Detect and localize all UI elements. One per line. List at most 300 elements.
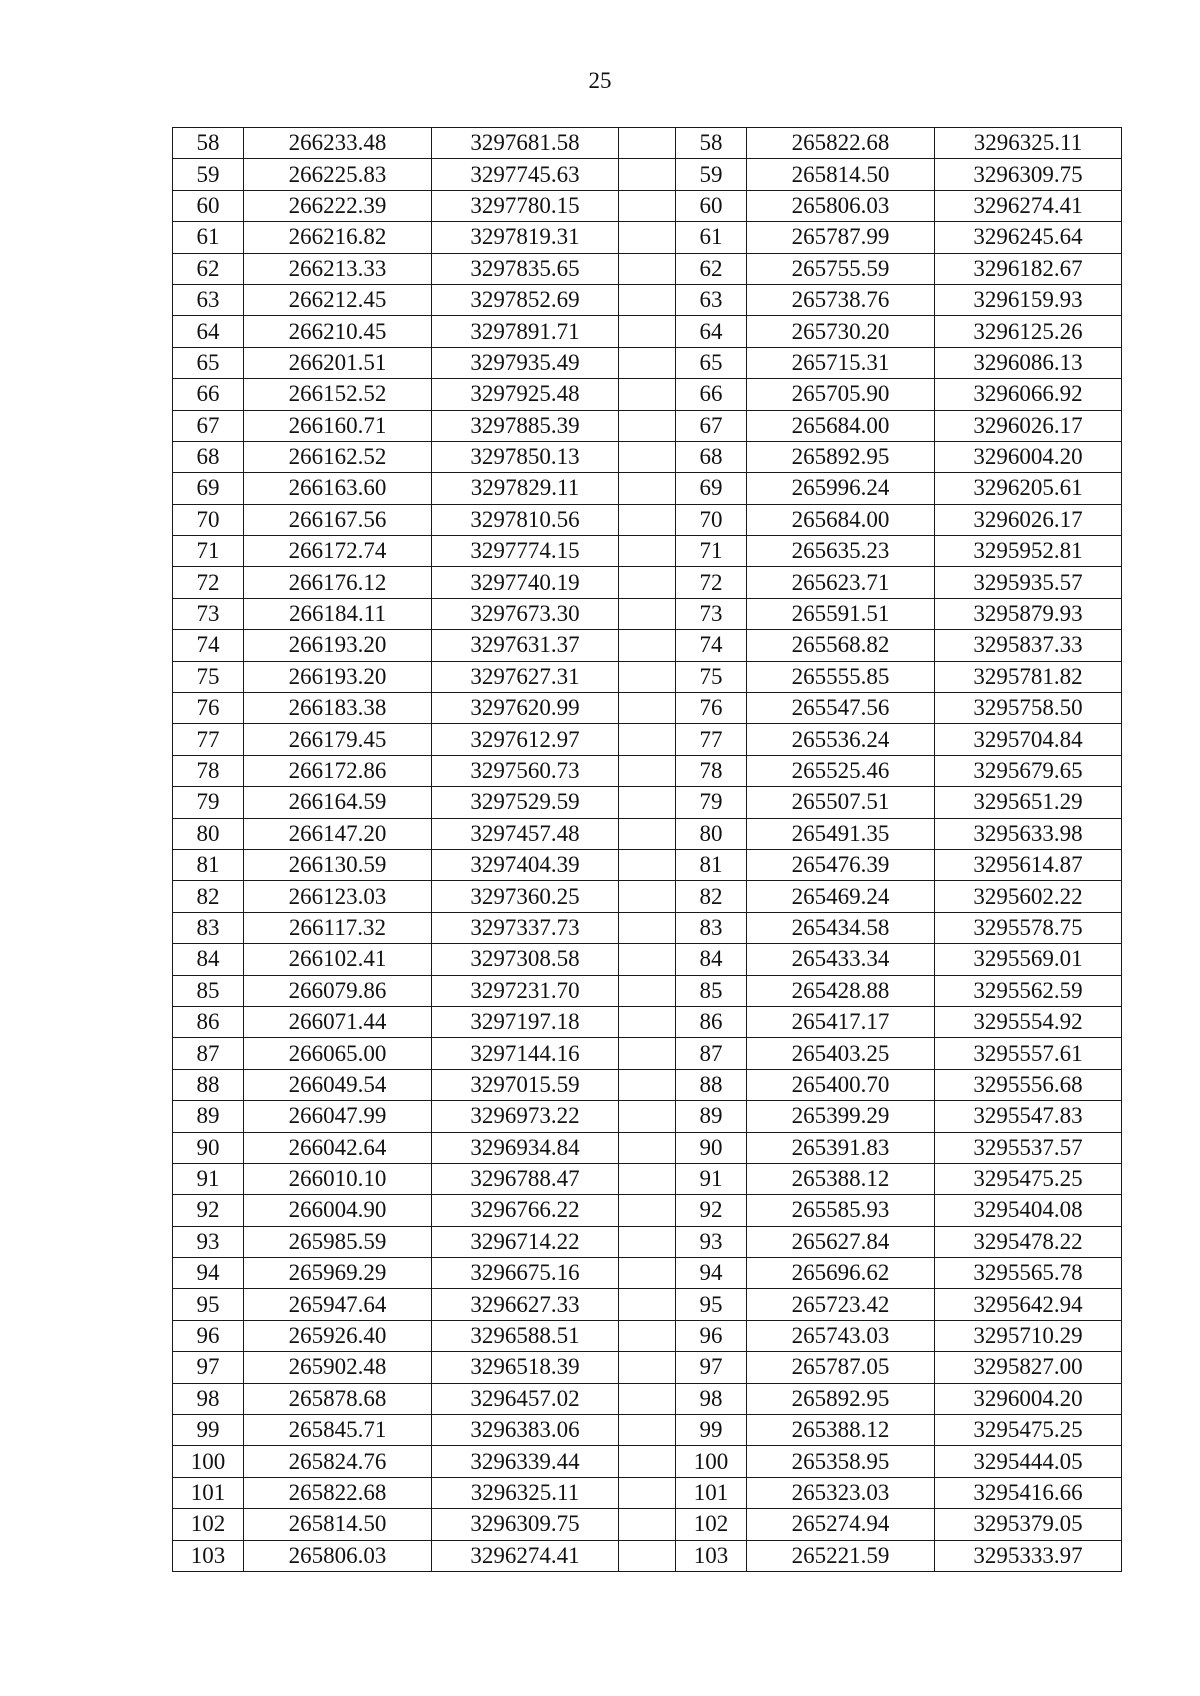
right-point-number: 89 (676, 1101, 747, 1132)
empty-separator-cell (619, 128, 676, 159)
left-x-coordinate: 265926.40 (244, 1320, 432, 1351)
right-y-coordinate: 3296274.41 (935, 190, 1122, 221)
left-x-coordinate: 266179.45 (244, 724, 432, 755)
right-x-coordinate: 265403.25 (747, 1038, 935, 1069)
left-x-coordinate: 266049.54 (244, 1069, 432, 1100)
right-x-coordinate: 265814.50 (747, 159, 935, 190)
left-point-number: 100 (173, 1446, 244, 1477)
right-x-coordinate: 265705.90 (747, 379, 935, 410)
left-x-coordinate: 266147.20 (244, 818, 432, 849)
left-point-number: 88 (173, 1069, 244, 1100)
right-x-coordinate: 265555.85 (747, 661, 935, 692)
right-x-coordinate: 265525.46 (747, 755, 935, 786)
left-point-number: 95 (173, 1289, 244, 1320)
right-y-coordinate: 3295444.05 (935, 1446, 1122, 1477)
empty-separator-cell (619, 1226, 676, 1257)
left-point-number: 61 (173, 222, 244, 253)
empty-separator-cell (619, 379, 676, 410)
right-y-coordinate: 3295537.57 (935, 1132, 1122, 1163)
empty-separator-cell (619, 473, 676, 504)
empty-separator-cell (619, 1320, 676, 1351)
table-row (173, 222, 1122, 253)
table-row (173, 1383, 1122, 1414)
empty-separator-cell (619, 159, 676, 190)
right-y-coordinate: 3296159.93 (935, 284, 1122, 315)
left-y-coordinate: 3297810.56 (432, 504, 619, 535)
table-row (173, 912, 1122, 943)
right-y-coordinate: 3296026.17 (935, 504, 1122, 535)
right-point-number: 78 (676, 755, 747, 786)
empty-separator-cell (619, 284, 676, 315)
table-row (173, 1289, 1122, 1320)
right-y-coordinate: 3296086.13 (935, 347, 1122, 378)
right-y-coordinate: 3295633.98 (935, 818, 1122, 849)
table-row (173, 849, 1122, 880)
empty-separator-cell (619, 1132, 676, 1163)
left-y-coordinate: 3297740.19 (432, 567, 619, 598)
table-row (173, 504, 1122, 535)
left-y-coordinate: 3297404.39 (432, 849, 619, 880)
right-x-coordinate: 265996.24 (747, 473, 935, 504)
left-y-coordinate: 3296274.41 (432, 1540, 619, 1571)
empty-separator-cell (619, 912, 676, 943)
left-x-coordinate: 265902.48 (244, 1352, 432, 1383)
right-point-number: 96 (676, 1320, 747, 1351)
left-x-coordinate: 266167.56 (244, 504, 432, 535)
right-point-number: 69 (676, 473, 747, 504)
right-point-number: 70 (676, 504, 747, 535)
left-x-coordinate: 266183.38 (244, 693, 432, 724)
right-point-number: 90 (676, 1132, 747, 1163)
left-point-number: 58 (173, 128, 244, 159)
right-y-coordinate: 3295562.59 (935, 975, 1122, 1006)
table-row (173, 1069, 1122, 1100)
left-x-coordinate: 266225.83 (244, 159, 432, 190)
left-x-coordinate: 266042.64 (244, 1132, 432, 1163)
right-point-number: 94 (676, 1258, 747, 1289)
right-y-coordinate: 3295557.61 (935, 1038, 1122, 1069)
right-point-number: 93 (676, 1226, 747, 1257)
empty-separator-cell (619, 818, 676, 849)
empty-separator-cell (619, 598, 676, 629)
right-y-coordinate: 3295642.94 (935, 1289, 1122, 1320)
empty-separator-cell (619, 724, 676, 755)
right-x-coordinate: 265507.51 (747, 787, 935, 818)
right-point-number: 97 (676, 1352, 747, 1383)
right-y-coordinate: 3295569.01 (935, 944, 1122, 975)
right-point-number: 95 (676, 1289, 747, 1320)
left-y-coordinate: 3296383.06 (432, 1415, 619, 1446)
right-x-coordinate: 265391.83 (747, 1132, 935, 1163)
right-y-coordinate: 3295565.78 (935, 1258, 1122, 1289)
left-point-number: 93 (173, 1226, 244, 1257)
right-point-number: 79 (676, 787, 747, 818)
left-point-number: 65 (173, 347, 244, 378)
left-x-coordinate: 266117.32 (244, 912, 432, 943)
empty-separator-cell (619, 504, 676, 535)
right-x-coordinate: 265627.84 (747, 1226, 935, 1257)
left-point-number: 63 (173, 284, 244, 315)
left-x-coordinate: 266079.86 (244, 975, 432, 1006)
left-y-coordinate: 3297457.48 (432, 818, 619, 849)
coordinates-table (172, 127, 1122, 1572)
left-y-coordinate: 3296627.33 (432, 1289, 619, 1320)
table-row (173, 1132, 1122, 1163)
left-point-number: 99 (173, 1415, 244, 1446)
empty-separator-cell (619, 661, 676, 692)
right-point-number: 100 (676, 1446, 747, 1477)
right-y-coordinate: 3295614.87 (935, 849, 1122, 880)
right-y-coordinate: 3296245.64 (935, 222, 1122, 253)
left-y-coordinate: 3296973.22 (432, 1101, 619, 1132)
left-point-number: 76 (173, 693, 244, 724)
left-y-coordinate: 3297560.73 (432, 755, 619, 786)
right-y-coordinate: 3295679.65 (935, 755, 1122, 786)
right-point-number: 64 (676, 316, 747, 347)
left-y-coordinate: 3296675.16 (432, 1258, 619, 1289)
table-row (173, 410, 1122, 441)
empty-separator-cell (619, 190, 676, 221)
left-y-coordinate: 3297681.58 (432, 128, 619, 159)
left-x-coordinate: 266102.41 (244, 944, 432, 975)
empty-separator-cell (619, 755, 676, 786)
table-row (173, 253, 1122, 284)
table-row (173, 1320, 1122, 1351)
left-x-coordinate: 266164.59 (244, 787, 432, 818)
right-point-number: 91 (676, 1163, 747, 1194)
right-y-coordinate: 3295710.29 (935, 1320, 1122, 1351)
table-row (173, 1226, 1122, 1257)
left-point-number: 91 (173, 1163, 244, 1194)
right-y-coordinate: 3295475.25 (935, 1415, 1122, 1446)
empty-separator-cell (619, 849, 676, 880)
right-y-coordinate: 3296004.20 (935, 1383, 1122, 1414)
table-row (173, 787, 1122, 818)
empty-separator-cell (619, 1415, 676, 1446)
right-y-coordinate: 3296066.92 (935, 379, 1122, 410)
empty-separator-cell (619, 944, 676, 975)
left-x-coordinate: 266216.82 (244, 222, 432, 253)
table-row (173, 1477, 1122, 1508)
right-point-number: 65 (676, 347, 747, 378)
table-row (173, 975, 1122, 1006)
left-y-coordinate: 3297745.63 (432, 159, 619, 190)
right-point-number: 66 (676, 379, 747, 410)
left-x-coordinate: 266210.45 (244, 316, 432, 347)
table-row (173, 818, 1122, 849)
right-y-coordinate: 3296004.20 (935, 441, 1122, 472)
table-row (173, 347, 1122, 378)
left-y-coordinate: 3297231.70 (432, 975, 619, 1006)
left-y-coordinate: 3296588.51 (432, 1320, 619, 1351)
right-point-number: 72 (676, 567, 747, 598)
left-point-number: 62 (173, 253, 244, 284)
left-x-coordinate: 266176.12 (244, 567, 432, 598)
left-y-coordinate: 3296457.02 (432, 1383, 619, 1414)
left-x-coordinate: 266233.48 (244, 128, 432, 159)
right-point-number: 76 (676, 693, 747, 724)
right-point-number: 88 (676, 1069, 747, 1100)
left-point-number: 74 (173, 630, 244, 661)
table-row (173, 693, 1122, 724)
left-y-coordinate: 3296766.22 (432, 1195, 619, 1226)
left-x-coordinate: 266201.51 (244, 347, 432, 378)
right-y-coordinate: 3295547.83 (935, 1101, 1122, 1132)
left-y-coordinate: 3296325.11 (432, 1477, 619, 1508)
left-y-coordinate: 3297835.65 (432, 253, 619, 284)
empty-separator-cell (619, 1195, 676, 1226)
table-row (173, 944, 1122, 975)
right-point-number: 84 (676, 944, 747, 975)
empty-separator-cell (619, 410, 676, 441)
right-x-coordinate: 265696.62 (747, 1258, 935, 1289)
right-y-coordinate: 3295556.68 (935, 1069, 1122, 1100)
left-point-number: 85 (173, 975, 244, 1006)
right-y-coordinate: 3295578.75 (935, 912, 1122, 943)
left-x-coordinate: 266172.74 (244, 536, 432, 567)
coordinates-table-body (173, 128, 1122, 1572)
table-row (173, 755, 1122, 786)
table-row (173, 1163, 1122, 1194)
right-y-coordinate: 3296182.67 (935, 253, 1122, 284)
empty-separator-cell (619, 1163, 676, 1194)
left-y-coordinate: 3297852.69 (432, 284, 619, 315)
right-x-coordinate: 265822.68 (747, 128, 935, 159)
right-x-coordinate: 265635.23 (747, 536, 935, 567)
left-x-coordinate: 266212.45 (244, 284, 432, 315)
right-x-coordinate: 265428.88 (747, 975, 935, 1006)
left-point-number: 84 (173, 944, 244, 975)
left-point-number: 86 (173, 1006, 244, 1037)
left-x-coordinate: 265824.76 (244, 1446, 432, 1477)
table-row (173, 630, 1122, 661)
left-point-number: 80 (173, 818, 244, 849)
left-point-number: 68 (173, 441, 244, 472)
right-y-coordinate: 3295333.97 (935, 1540, 1122, 1571)
right-y-coordinate: 3295758.50 (935, 693, 1122, 724)
table-row (173, 379, 1122, 410)
left-x-coordinate: 266193.20 (244, 661, 432, 692)
right-x-coordinate: 265417.17 (747, 1006, 935, 1037)
right-point-number: 81 (676, 849, 747, 880)
left-y-coordinate: 3297891.71 (432, 316, 619, 347)
empty-separator-cell (619, 975, 676, 1006)
left-point-number: 66 (173, 379, 244, 410)
table-row (173, 1540, 1122, 1571)
right-point-number: 92 (676, 1195, 747, 1226)
right-x-coordinate: 265274.94 (747, 1509, 935, 1540)
table-row (173, 1195, 1122, 1226)
left-y-coordinate: 3297337.73 (432, 912, 619, 943)
table-row (173, 598, 1122, 629)
left-y-coordinate: 3296518.39 (432, 1352, 619, 1383)
right-y-coordinate: 3295404.08 (935, 1195, 1122, 1226)
right-x-coordinate: 265623.71 (747, 567, 935, 598)
left-point-number: 83 (173, 912, 244, 943)
table-row (173, 536, 1122, 567)
right-x-coordinate: 265434.58 (747, 912, 935, 943)
left-point-number: 92 (173, 1195, 244, 1226)
left-y-coordinate: 3297819.31 (432, 222, 619, 253)
right-point-number: 63 (676, 284, 747, 315)
empty-separator-cell (619, 693, 676, 724)
left-y-coordinate: 3297308.58 (432, 944, 619, 975)
left-x-coordinate: 266010.10 (244, 1163, 432, 1194)
empty-separator-cell (619, 1101, 676, 1132)
table-row (173, 1352, 1122, 1383)
empty-separator-cell (619, 441, 676, 472)
empty-separator-cell (619, 316, 676, 347)
empty-separator-cell (619, 1006, 676, 1037)
empty-separator-cell (619, 567, 676, 598)
left-y-coordinate: 3297144.16 (432, 1038, 619, 1069)
left-x-coordinate: 266065.00 (244, 1038, 432, 1069)
right-x-coordinate: 265892.95 (747, 441, 935, 472)
right-y-coordinate: 3295475.25 (935, 1163, 1122, 1194)
left-x-coordinate: 266004.90 (244, 1195, 432, 1226)
empty-separator-cell (619, 1289, 676, 1320)
left-y-coordinate: 3297620.99 (432, 693, 619, 724)
left-y-coordinate: 3297673.30 (432, 598, 619, 629)
left-point-number: 75 (173, 661, 244, 692)
right-point-number: 60 (676, 190, 747, 221)
right-x-coordinate: 265787.05 (747, 1352, 935, 1383)
left-x-coordinate: 265845.71 (244, 1415, 432, 1446)
right-y-coordinate: 3296026.17 (935, 410, 1122, 441)
right-point-number: 82 (676, 881, 747, 912)
right-x-coordinate: 265433.34 (747, 944, 935, 975)
right-y-coordinate: 3295935.57 (935, 567, 1122, 598)
right-point-number: 103 (676, 1540, 747, 1571)
left-y-coordinate: 3297631.37 (432, 630, 619, 661)
right-x-coordinate: 265787.99 (747, 222, 935, 253)
right-x-coordinate: 265755.59 (747, 253, 935, 284)
right-y-coordinate: 3295478.22 (935, 1226, 1122, 1257)
empty-separator-cell (619, 347, 676, 378)
table-row (173, 1415, 1122, 1446)
left-y-coordinate: 3297015.59 (432, 1069, 619, 1100)
right-x-coordinate: 265491.35 (747, 818, 935, 849)
right-x-coordinate: 265806.03 (747, 190, 935, 221)
right-x-coordinate: 265536.24 (747, 724, 935, 755)
left-x-coordinate: 266047.99 (244, 1101, 432, 1132)
table-row (173, 473, 1122, 504)
left-x-coordinate: 265969.29 (244, 1258, 432, 1289)
left-x-coordinate: 266172.86 (244, 755, 432, 786)
left-point-number: 96 (173, 1320, 244, 1351)
left-point-number: 67 (173, 410, 244, 441)
left-y-coordinate: 3297612.97 (432, 724, 619, 755)
right-point-number: 85 (676, 975, 747, 1006)
left-y-coordinate: 3297829.11 (432, 473, 619, 504)
right-y-coordinate: 3295651.29 (935, 787, 1122, 818)
left-y-coordinate: 3297360.25 (432, 881, 619, 912)
right-y-coordinate: 3295952.81 (935, 536, 1122, 567)
table-row (173, 128, 1122, 159)
right-point-number: 62 (676, 253, 747, 284)
right-y-coordinate: 3295879.93 (935, 598, 1122, 629)
right-point-number: 71 (676, 536, 747, 567)
left-point-number: 64 (173, 316, 244, 347)
empty-separator-cell (619, 536, 676, 567)
right-point-number: 77 (676, 724, 747, 755)
right-y-coordinate: 3295379.05 (935, 1509, 1122, 1540)
left-point-number: 72 (173, 567, 244, 598)
table-row (173, 316, 1122, 347)
left-point-number: 89 (173, 1101, 244, 1132)
right-point-number: 67 (676, 410, 747, 441)
left-point-number: 79 (173, 787, 244, 818)
empty-separator-cell (619, 1258, 676, 1289)
left-y-coordinate: 3296934.84 (432, 1132, 619, 1163)
right-point-number: 61 (676, 222, 747, 253)
left-point-number: 87 (173, 1038, 244, 1069)
right-x-coordinate: 265547.56 (747, 693, 935, 724)
left-point-number: 78 (173, 755, 244, 786)
right-point-number: 98 (676, 1383, 747, 1414)
table-row (173, 1038, 1122, 1069)
left-y-coordinate: 3297774.15 (432, 536, 619, 567)
left-point-number: 73 (173, 598, 244, 629)
left-x-coordinate: 266071.44 (244, 1006, 432, 1037)
right-point-number: 80 (676, 818, 747, 849)
left-x-coordinate: 266162.52 (244, 441, 432, 472)
right-y-coordinate: 3295827.00 (935, 1352, 1122, 1383)
table-row (173, 661, 1122, 692)
table-row (173, 1446, 1122, 1477)
left-point-number: 82 (173, 881, 244, 912)
empty-separator-cell (619, 222, 676, 253)
empty-separator-cell (619, 881, 676, 912)
left-point-number: 70 (173, 504, 244, 535)
left-y-coordinate: 3296788.47 (432, 1163, 619, 1194)
page-number: 25 (588, 68, 612, 93)
right-y-coordinate: 3295837.33 (935, 630, 1122, 661)
left-y-coordinate: 3296714.22 (432, 1226, 619, 1257)
empty-separator-cell (619, 1446, 676, 1477)
right-point-number: 83 (676, 912, 747, 943)
right-x-coordinate: 265476.39 (747, 849, 935, 880)
right-x-coordinate: 265684.00 (747, 410, 935, 441)
left-point-number: 103 (173, 1540, 244, 1571)
left-y-coordinate: 3297925.48 (432, 379, 619, 410)
table-row (173, 1101, 1122, 1132)
left-y-coordinate: 3297850.13 (432, 441, 619, 472)
left-x-coordinate: 266152.52 (244, 379, 432, 410)
right-y-coordinate: 3295602.22 (935, 881, 1122, 912)
right-y-coordinate: 3295781.82 (935, 661, 1122, 692)
right-x-coordinate: 265221.59 (747, 1540, 935, 1571)
left-x-coordinate: 265947.64 (244, 1289, 432, 1320)
table-row (173, 159, 1122, 190)
left-x-coordinate: 265822.68 (244, 1477, 432, 1508)
table-row (173, 1006, 1122, 1037)
right-point-number: 102 (676, 1509, 747, 1540)
left-x-coordinate: 266213.33 (244, 253, 432, 284)
right-y-coordinate: 3295554.92 (935, 1006, 1122, 1037)
right-y-coordinate: 3295704.84 (935, 724, 1122, 755)
left-y-coordinate: 3297197.18 (432, 1006, 619, 1037)
right-x-coordinate: 265723.42 (747, 1289, 935, 1320)
right-point-number: 74 (676, 630, 747, 661)
left-y-coordinate: 3297780.15 (432, 190, 619, 221)
left-y-coordinate: 3297627.31 (432, 661, 619, 692)
left-point-number: 94 (173, 1258, 244, 1289)
left-point-number: 71 (173, 536, 244, 567)
table-row (173, 190, 1122, 221)
right-y-coordinate: 3296205.61 (935, 473, 1122, 504)
table-row (173, 441, 1122, 472)
